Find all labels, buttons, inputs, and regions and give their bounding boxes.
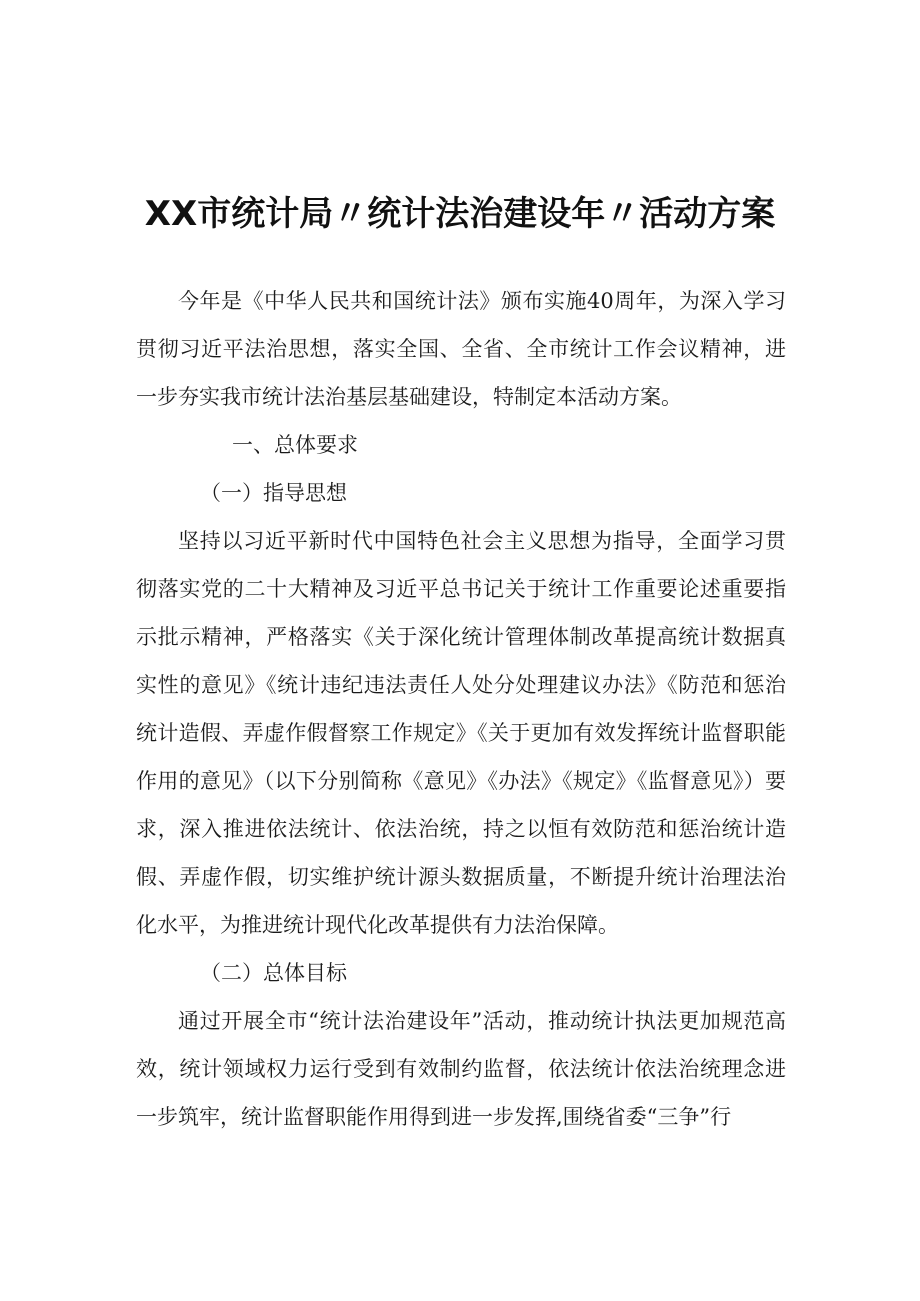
overall-goal-paragraph: 通过开展全市“统计法治建设年”活动，推动统计执法更加规范高效，统计领域权力运行受到有效制约监督，依法统计依法治统理念进一步筑牢，统计监督职能作用得到进一步发挥,围绕省委“三争”行 bbox=[136, 1009, 786, 1129]
guiding-ideology-paragraph: 坚持以习近平新时代中国特色社会主义思想为指导，全面学习贯彻落实党的二十大精神及习近平总书记关于统计工作重要论述重要指示批示精神，严格落实《关于深化统计管理体制改革提高统计数据真实性的意见》《统计违纪违法责任人处分处理建议办法》《防范和惩治统计造假、弄虚作假督察工作规定》《关于更加有效发挥统计监督职能作用的意见》（以下分别简称《意见》《办法》《规定》《监督意见》）要求，深入推进依法统计、依法治统，持之以恒有效防范和惩治统计造假、弄虚作假，切实维护统计源头数据质量，不断提升统计治理法治化水平，为推进统计现代化改革提供有力法治保障。 bbox=[136, 529, 786, 937]
document-title: XX市统计局〃统计法治建设年〃活动方案 bbox=[144, 194, 776, 234]
section-heading-general-requirements: 一、总体要求 bbox=[232, 433, 358, 457]
intro-paragraph: 今年是《中华人民共和国统计法》颁布实施40周年，为深入学习贯彻习近平法治思想，落实全国、全省、全市统计工作会议精神，进一步夯实我市统计法治基层基础建设，特制定本活动方案。 bbox=[136, 289, 786, 409]
document-body bbox=[136, 277, 786, 1141]
subsection-heading-guiding-ideology: （一）指导思想 bbox=[200, 481, 347, 505]
subsection-heading-overall-goal: （二）总体目标 bbox=[200, 961, 347, 985]
